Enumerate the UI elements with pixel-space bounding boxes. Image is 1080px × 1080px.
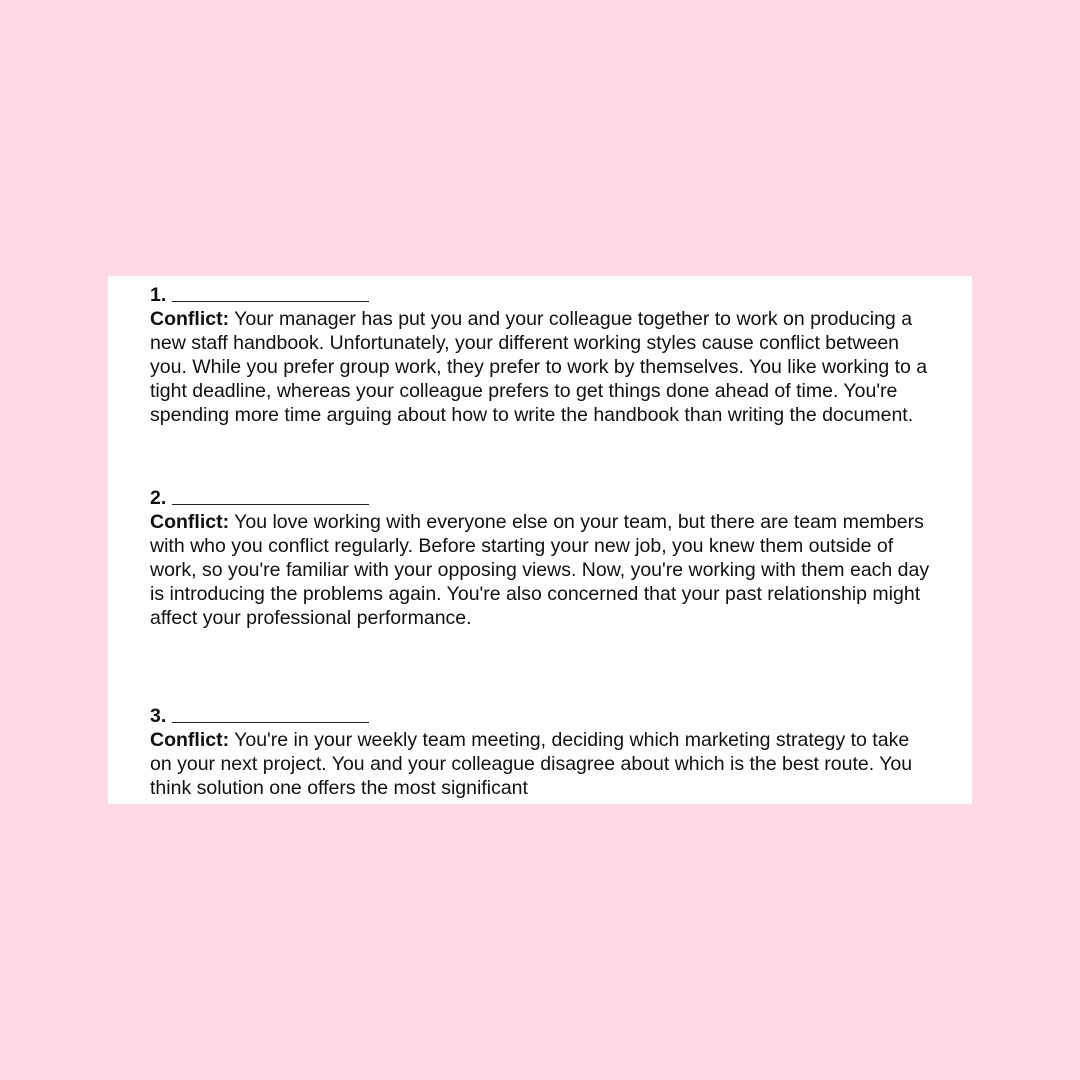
item-number: 3. — [150, 704, 167, 727]
item-number: 1. — [150, 283, 167, 306]
conflict-label: Conflict: — [150, 729, 230, 751]
conflict-item-2 — [150, 486, 930, 630]
conflict-description — [150, 728, 930, 800]
answer-blank-line[interactable] — [172, 301, 369, 302]
conflict-description — [150, 307, 930, 427]
conflict-text: You're in your weekly team meeting, deciding which marketing strategy to take on your next project. You and your colleague disagree about which is the best route. You think solution one offers the most significant — [150, 729, 913, 800]
item-heading — [150, 704, 930, 728]
item-heading — [150, 486, 930, 510]
conflict-text: You love working with everyone else on your team, but there are team members with who you conflict regularly. Before starting your new job, you knew them outside of work, so you're familiar with your opposing views. Now, you're working with them each day is introducing the problems again. You're also concerned that your past relationship might affect your professional performance. — [150, 511, 930, 630]
conflict-text: Your manager has put you and your colleague together to work on producing a new staff handbook. Unfortunately, your different working styles cause conflict between you. While you prefer group work, they prefer to work by themselves. You like working to a tight deadline, whereas your colleague prefers to get things done ahead of time. You're spending more time arguing about how to write the handbook than writing the document. — [150, 308, 928, 427]
item-heading — [150, 283, 930, 307]
conflict-label: Conflict: — [150, 308, 230, 330]
conflict-label: Conflict: — [150, 511, 230, 533]
answer-blank-line[interactable] — [172, 504, 369, 505]
conflict-description — [150, 510, 930, 630]
conflict-item-1 — [150, 283, 930, 427]
item-number: 2. — [150, 486, 167, 509]
worksheet-page — [108, 276, 972, 804]
answer-blank-line[interactable] — [172, 722, 369, 723]
conflict-item-3 — [150, 704, 930, 800]
